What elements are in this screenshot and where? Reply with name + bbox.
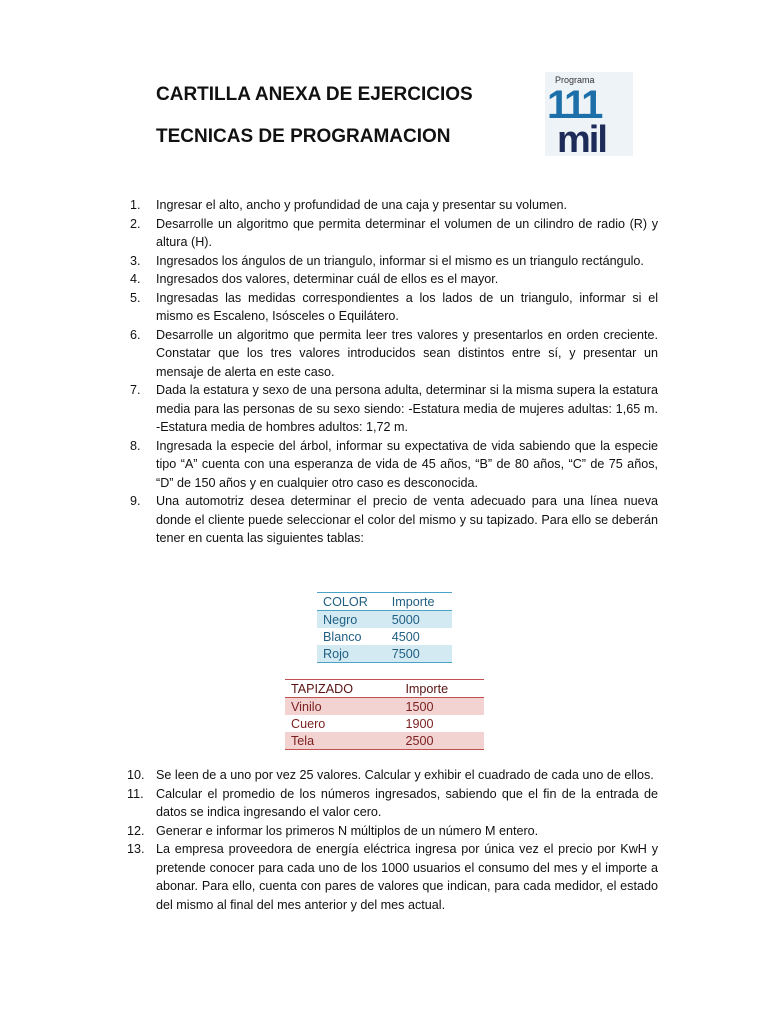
document-header	[156, 84, 496, 148]
list-item	[127, 785, 658, 822]
exercise-text: Dada la estatura y sexo de una persona adulta, determinar si la misma supera la estatura media para las personas de su sexo siendo: -Estatura media de mujeres adultas: 1,65 m. -Estatura media de hombres adultos: 1,72 m.	[156, 383, 658, 434]
exercise-number: 8.	[130, 438, 141, 453]
exercise-number: 12.	[127, 823, 145, 838]
exercise-text: Ingresadas las medidas correspondientes a los lados de un triangulo, informar si el mismo es Escaleno, Isósceles o Equilátero.	[156, 290, 658, 323]
tapizado-price: 2500	[399, 732, 484, 750]
exercise-number: 9.	[130, 494, 141, 508]
document-title: CARTILLA ANEXA DE EJERCICIOS	[156, 84, 473, 105]
color-name: Blanco	[323, 629, 362, 644]
color-price: 5000	[386, 611, 452, 629]
tapizado-header-tapizado: TAPIZADO	[285, 680, 399, 698]
color-table-header	[317, 593, 452, 611]
color-price: 4500	[391, 629, 420, 644]
list-item	[130, 270, 658, 289]
table-row	[317, 645, 452, 663]
table-row	[317, 611, 452, 629]
logo-graphic	[545, 72, 633, 156]
exercise-number: 13.	[127, 842, 145, 856]
exercise-text: Se leen de a uno por vez 25 valores. Calcular y exhibir el cuadrado de cada uno de ellos.	[156, 768, 654, 782]
programa-111-mil-logo	[545, 72, 633, 156]
tapizado-price: 1900	[405, 716, 434, 731]
list-item	[130, 252, 658, 271]
color-name: Rojo	[317, 645, 386, 663]
color-header-color: COLOR	[317, 593, 386, 611]
list-item	[130, 326, 658, 382]
tapizado-header-importe: Importe	[399, 680, 484, 698]
exercise-number: 7.	[130, 383, 141, 397]
exercise-text: Ingresados dos valores, determinar cuál de ellos es el mayor.	[156, 272, 499, 286]
exercise-number: 11.	[127, 786, 144, 801]
exercise-number: 6.	[130, 327, 141, 342]
exercise-text: Ingresados los ángulos de un triangulo, informar si el mismo es un triangulo rectángulo.	[156, 253, 644, 268]
exercise-text: Calcular el promedio de los números ingresados, sabiendo que el fin de la entrada de datos se indica ingresando el valor cero.	[156, 786, 658, 819]
tapizado-table	[285, 679, 484, 750]
logo-word: mil	[557, 119, 606, 156]
list-item	[130, 437, 658, 493]
tapizado-name: Tela	[285, 732, 399, 750]
list-item	[130, 492, 658, 548]
list-item	[130, 196, 658, 215]
tapizado-price: 1500	[399, 698, 484, 716]
tapizado-name: Cuero	[291, 716, 326, 731]
color-name: Negro	[317, 611, 386, 629]
exercise-text: Generar e informar los primeros N múltiplos de un número M entero.	[156, 823, 539, 838]
list-item	[130, 381, 658, 437]
exercise-text: La empresa proveedora de energía eléctrica ingresa por única vez el precio por KwH y pretende conocer para cada uno de los 1000 usuarios el consumo del mes y el importe a abonar. Para ello, cuenta con pares de valores que indican, para cada medidor, el estado del mismo al final del mes anterior y del mes actual.	[156, 842, 658, 912]
list-item	[130, 289, 658, 326]
exercise-text: Desarrolle un algoritmo que permita determinar el volumen de un cilindro de radio (R) y altura (H).	[156, 216, 658, 249]
exercise-list-part1	[130, 196, 658, 548]
exercise-number: 4.	[130, 272, 141, 286]
color-table	[317, 592, 452, 663]
color-header-importe: Importe	[386, 593, 452, 611]
exercise-list-part2	[127, 766, 658, 914]
exercise-text: Ingresar el alto, ancho y profundidad de una caja y presentar su volumen.	[156, 198, 567, 212]
tapizado-table-header	[285, 680, 484, 698]
exercise-text: Desarrolle un algoritmo que permita leer tres valores y presentarlos en orden creciente. Constatar que los tres valores introducidos sean distintos entre sí, y presentar un mensaje de alerta en este caso.	[156, 327, 658, 379]
list-item	[127, 822, 658, 841]
tapizado-name: Vinilo	[285, 698, 399, 716]
logo-programa-text: Programa	[555, 75, 595, 85]
table-row	[285, 732, 484, 750]
exercise-number: 10.	[127, 768, 145, 782]
exercise-number: 5.	[130, 290, 141, 305]
exercise-text: Ingresada la especie del árbol, informar su expectativa de vida sabiendo que la especie tipo “A” cuenta con una esperanza de vida de 45 años, “B” de 80 años, “C” de 75 años, “D” de 150 años y en cualquier otro caso es desconocida.	[156, 438, 658, 490]
list-item	[127, 766, 658, 785]
table-row	[285, 715, 484, 732]
exercise-number: 1.	[130, 198, 141, 212]
table-row	[317, 628, 452, 645]
exercise-number: 2.	[130, 216, 141, 231]
document-subtitle: TECNICAS DE PROGRAMACION	[156, 126, 451, 147]
table-row	[285, 698, 484, 716]
color-price: 7500	[386, 645, 452, 663]
exercise-text: Una automotriz desea determinar el precio de venta adecuado para una línea nueva donde el cliente puede seleccionar el color del mismo y su tapizado. Para ello se deberán tener en cuenta las siguientes tablas:	[156, 494, 658, 545]
exercise-number: 3.	[130, 253, 141, 268]
logo-number: 111	[547, 83, 601, 127]
list-item	[127, 840, 658, 914]
list-item	[130, 215, 658, 252]
